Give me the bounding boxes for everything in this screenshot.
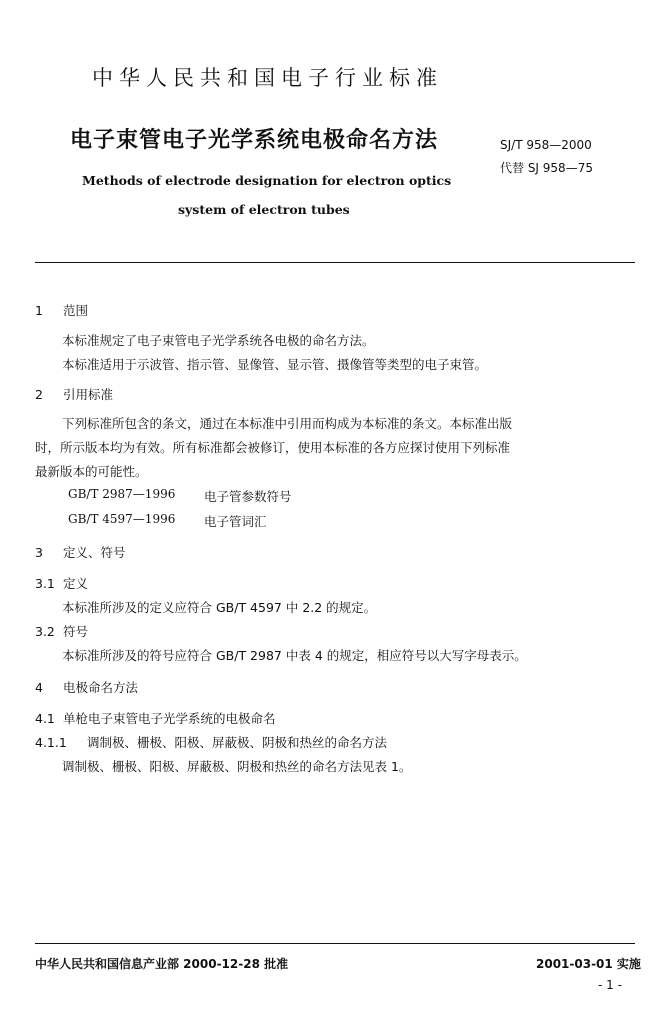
section-3-heading [35, 543, 126, 561]
subsection-4-1-heading [35, 709, 276, 727]
subsection-title: 符号 [63, 624, 89, 639]
paragraph: 本标准适用于示波管、指示管、显像管、显示管、摄像管等类型的电子束管。 [62, 357, 488, 372]
english-title-line-2: system of electron tubes [178, 202, 350, 217]
section-number: 4 [35, 680, 43, 695]
effective-date: 2001-03-01 实施 [536, 957, 641, 971]
paragraph: 调制极、栅极、阳极、屏蔽极、阴极和热丝的命名方法见表 1。 [62, 759, 412, 774]
industry-standard-heading: 中华人民共和国电子行业标准 [92, 66, 443, 90]
paragraph: 本标准规定了电子束管电子光学系统各电极的命名方法。 [62, 333, 375, 348]
footer-rule [35, 943, 635, 944]
subsection-number: 4.1 [35, 711, 55, 726]
reference-code: GB/T 4597—1996 [68, 512, 176, 526]
subsection-3-1-heading [35, 574, 88, 592]
english-title-line-1: Methods of electrode designation for electron optics [82, 173, 452, 188]
page-number: - 1 - [598, 978, 622, 992]
section-number: 2 [35, 387, 43, 402]
section-1-heading [35, 301, 88, 319]
section-2-heading [35, 385, 113, 403]
subsection-number: 3.1 [35, 576, 55, 591]
replaces-standard: 代替 SJ 958—75 [500, 161, 593, 175]
reference-name: 电子管词汇 [204, 514, 267, 529]
section-title: 引用标准 [63, 387, 114, 402]
paragraph-line: 下列标准所包含的条文，通过在本标准中引用而构成为本标准的条文。本标准出版 [62, 416, 513, 431]
issuer-approval: 中华人民共和国信息产业部 2000-12-28 批准 [35, 957, 289, 971]
subsection-number: 3.2 [35, 624, 55, 639]
paragraph: 本标准所涉及的定义应符合 GB/T 4597 中 2.2 的规定。 [62, 600, 377, 615]
paragraph-line: 时，所示版本均为有效。所有标准都会被修订，使用本标准的各方应探讨使用下列标准 [35, 440, 511, 455]
subsection-title: 定义 [63, 576, 89, 591]
paragraph: 本标准所涉及的符号应符合 GB/T 2987 中表 4 的规定，相应符号以大写字母表示。 [62, 648, 527, 663]
section-title: 电极命名方法 [63, 680, 139, 695]
subsection-title: 调制极、栅极、阳极、屏蔽极、阴极和热丝的命名方法 [87, 735, 388, 750]
subsection-3-2-heading [35, 622, 88, 640]
subsection-number: 4.1.1 [35, 735, 67, 750]
section-4-heading [35, 678, 138, 696]
header-rule [35, 262, 635, 263]
paragraph-line: 最新版本的可能性。 [35, 464, 148, 479]
standard-code: SJ/T 958—2000 [500, 138, 592, 152]
section-number: 1 [35, 303, 43, 318]
reference-code: GB/T 2987—1996 [68, 487, 176, 501]
subsection-4-1-1-heading [35, 733, 387, 751]
section-title: 定义、符号 [63, 545, 126, 560]
reference-name: 电子管参数符号 [204, 489, 292, 504]
subsection-title: 单枪电子束管电子光学系统的电极命名 [63, 711, 276, 726]
section-title: 范围 [63, 303, 89, 318]
section-number: 3 [35, 545, 43, 560]
document-title: 电子束管电子光学系统电极命名方法 [70, 128, 439, 153]
